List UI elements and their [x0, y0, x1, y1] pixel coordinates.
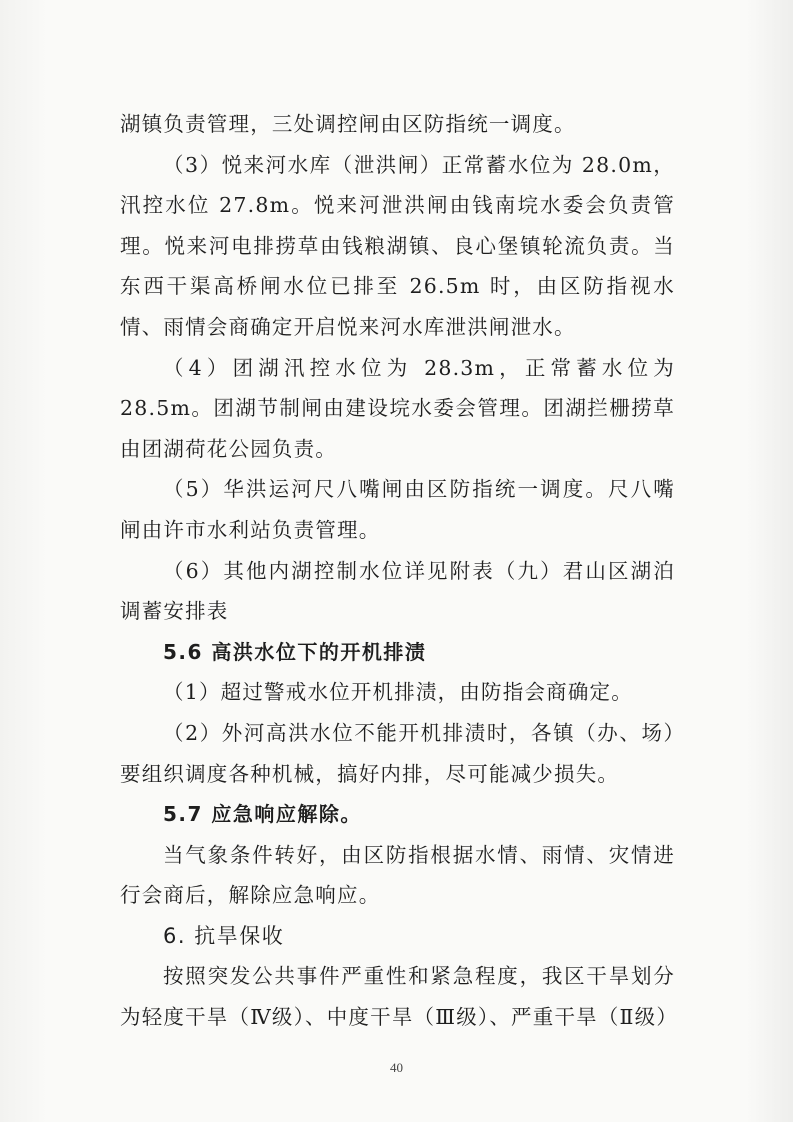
page-number: 40 [390, 1060, 403, 1075]
paragraph-reservoir-yuelaihe: （3）悦来河水库（泄洪闸）正常蓄水位为 28.0m，汛控水位 27.8m。悦来河泄洪闸由钱南垸水委会负责管理。悦来河电排捞草由钱粮湖镇、良心堡镇轮流负责。当东西干渠高桥闸水位已排至 26.5m 时，由区防指视水情、雨情会商确定开启悦来河水库泄洪闸泄水。 [120, 152, 675, 339]
section-heading-6: 6. 抗旱保收 [163, 923, 285, 948]
paragraph-response-end: 当气象条件转好，由区防指根据水情、雨情、灾情进行会商后，解除应急响应。 [120, 842, 675, 908]
paragraph-huahong-canal: （5）华洪运河尺八嘴闸由区防指统一调度。尺八嘴闸由许市水利站负责管理。 [120, 477, 675, 542]
paragraph-drainage-2: （2）外河高洪水位不能开机排渍时，各镇（办、场）要组织调度各种机械，搞好内排，尽可能减少损失。 [120, 720, 675, 786]
paragraph-tuanhu: （4）团湖汛控水位为 28.3m，正常蓄水位为 28.5m。团湖节制闸由建设垸水委会管理。团湖拦栅捞草由团湖荷花公园负责。 [120, 355, 675, 461]
section-heading-5-6: 5.6 高洪水位下的开机排渍 [163, 639, 427, 664]
paragraph-drainage-1: （1）超过警戒水位开机排渍，由防指会商确定。 [163, 680, 633, 705]
paragraph-other-lakes: （6）其他内湖控制水位详见附表（九）君山区湖泊调蓄安排表 [120, 558, 675, 624]
paragraph-drought-levels: 按照突发公共事件严重性和紧急程度，我区干旱划分为轻度干旱（Ⅳ级）、中度干旱（Ⅲ级）、严重干旱（Ⅱ级） [120, 964, 679, 1030]
paragraph-continued: 湖镇负责管理，三处调控闸由区防指统一调度。 [120, 112, 576, 136]
document-body [120, 104, 679, 1038]
section-heading-5-7: 5.7 应急响应解除。 [163, 802, 362, 827]
